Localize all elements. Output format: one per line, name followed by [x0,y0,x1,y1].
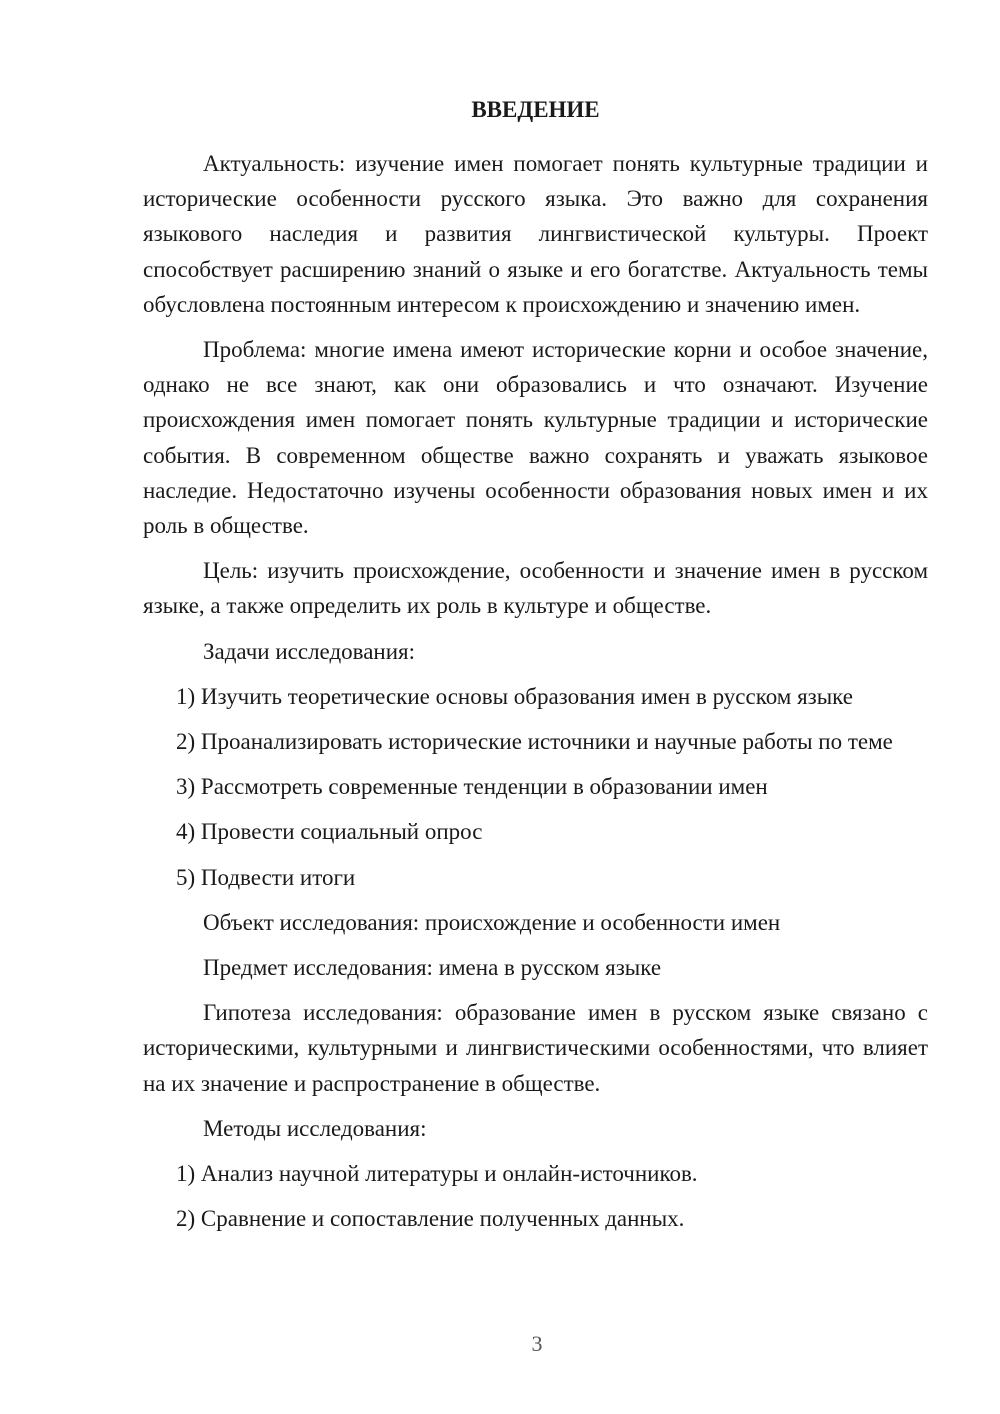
task-item: 2) Проанализировать исторические источники и научные работы по теме [176,729,893,755]
section-title: ВВЕДЕНИЕ [471,97,600,122]
subject-paragraph: Предмет исследования: имена в русском языке [203,955,662,981]
task-item: 5) Подвести итоги [176,864,356,890]
problem-paragraph: Проблема: многие имена имеют исторические корни и особое значение, однако не все знают, как они образовались и что означают. Изучение происхождения имен помогает понять культурные традиции и исторические события. В современном обществе важно сохранять и уважать языковое наследие. Недостаточно изучены особенности образования новых имен и их роль в обществе. [143,337,928,539]
relevance-paragraph: Актуальность: изучение имен помогает понять культурные традиции и исторические особенности русского языка. Это важно для сохранения языкового наследия и развития лингвистической культуры. Проект способствует расширению знаний о языке и его богатстве. Актуальность темы обусловлена постоянным интересом к происхождению и значению имен. [143,151,928,317]
methods-heading: Методы исследования: [203,1115,427,1141]
method-item: 2) Сравнение и сопоставление полученных данных. [176,1206,685,1232]
hypothesis-paragraph: Гипотеза исследования: образование имен в русском языке связано с историческими, культурными и лингвистическими особенностями, что влияет на их значение и распространение в обществе. [143,1000,928,1096]
task-item: 1) Изучить теоретические основы образования имен в русском языке [176,683,853,709]
page-number: 3 [531,1331,543,1356]
task-item: 3) Рассмотреть современные тенденции в образовании имен [176,774,768,800]
tasks-heading: Задачи исследования: [203,638,416,664]
page-content [143,92,928,1246]
method-item: 1) Анализ научной литературы и онлайн-источников. [176,1161,698,1187]
object-paragraph: Объект исследования: происхождение и особенности имен [203,909,781,935]
goal-paragraph: Цель: изучить происхождение, особенности и значение имен в русском языке, а также определить их роль в культуре и обществе. [143,558,928,619]
task-item: 4) Провести социальный опрос [176,819,483,845]
